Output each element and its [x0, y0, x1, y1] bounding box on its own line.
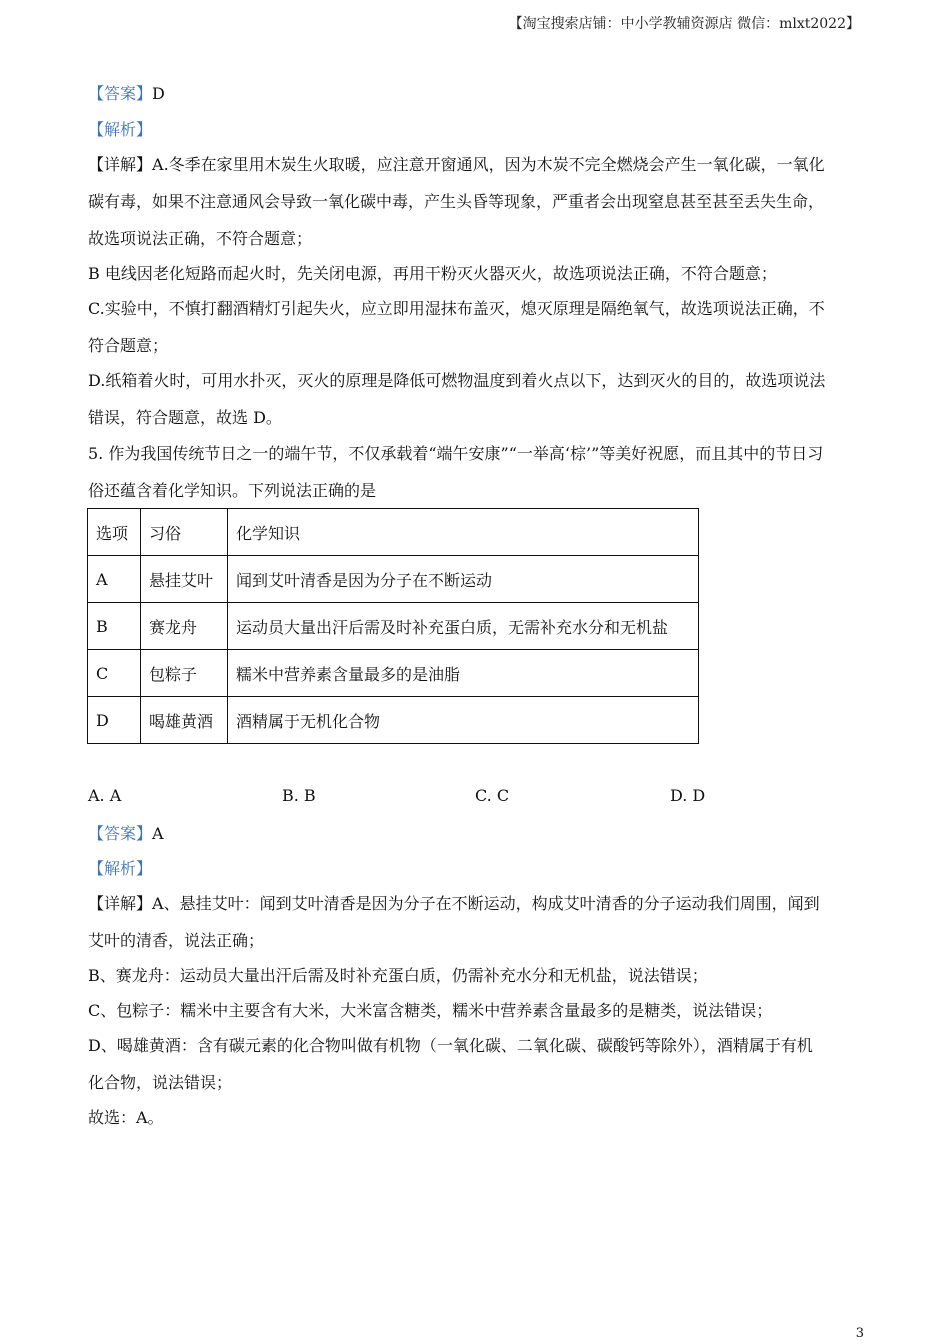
- q5-line-2: B、赛龙舟：运动员大量出汗后需及时补充蛋白质，仍需补充水分和无机盐，说法错误；: [88, 966, 708, 985]
- q4-line-3: B 电线因老化短路而起火时，先关闭电源，再用干粉灭火器灭火，故选项说法正确，不符合题意；: [88, 264, 777, 283]
- q4-line-1: 碳有毒，如果不注意通风会导致一氧化碳中毒，产生头昏等现象，严重者会出现窒息甚至甚至丢失生命，: [88, 192, 825, 211]
- table-row: [88, 556, 699, 603]
- table-row: [88, 697, 699, 744]
- table-cell: 糯米中营养素含量最多的是油脂: [228, 650, 699, 697]
- detail-label: 【详解】: [88, 894, 153, 913]
- q4-line-0: 【详解】A.冬季在家里用木炭生火取暖，应注意开窗通风，因为木炭不完全燃烧会产生一氧化碳，一氧化: [88, 155, 825, 174]
- table-header-cell: 化学知识: [228, 509, 699, 556]
- table-cell: 喝雄黄酒: [141, 697, 228, 744]
- q5-line-6: 故选：A。: [88, 1108, 164, 1127]
- table-cell: C: [88, 650, 141, 697]
- page-header: 【淘宝搜索店铺：中小学教辅资源店 微信：mlxt2022】: [508, 16, 860, 32]
- option-d: D. D: [670, 786, 706, 805]
- table-cell: 运动员大量出汗后需及时补充蛋白质，无需补充水分和无机盐: [228, 603, 699, 650]
- table-header-cell: 选项: [88, 509, 141, 556]
- answer-value: A: [152, 824, 164, 843]
- table-cell: 闻到艾叶清香是因为分子在不断运动: [228, 556, 699, 603]
- table-header-cell: 习俗: [141, 509, 228, 556]
- q4-line-5: 符合题意；: [88, 336, 169, 355]
- q4-line-6: D.纸箱着火时，可用水扑灭，灭火的原理是降低可燃物温度到着火点以下，达到灭火的目的，故选项说法: [88, 371, 826, 390]
- q5-analysis-label: 【解析】: [88, 859, 153, 878]
- q4-line-7: 错误，符合题意，故选 D。: [88, 408, 282, 427]
- table-cell: 包粽子: [141, 650, 228, 697]
- q5-line-4: D、喝雄黄酒：含有碳元素的化合物叫做有机物（一氧化碳、二氧化碳、碳酸钙等除外），酒精属于有机: [88, 1036, 813, 1055]
- page-number: 3: [855, 1326, 864, 1341]
- option-b: B. B: [282, 786, 316, 805]
- option-a: A. A: [88, 786, 122, 805]
- answer-label: 【答案】: [88, 84, 153, 103]
- q5-stem-0: 5. 作为我国传统节日之一的端午节，不仅承载着“端午安康”“一举高‘棕’”等美好祝愿，而且其中的节日习: [88, 444, 824, 463]
- q5-table: [87, 508, 699, 744]
- q5-line-0: 【详解】A、悬挂艾叶：闻到艾叶清香是因为分子在不断运动，构成艾叶清香的分子运动我们周围，闻到: [88, 894, 820, 913]
- q5-stem-1: 俗还蕴含着化学知识。下列说法正确的是: [88, 481, 377, 500]
- q4-line-2: 故选项说法正确，不符合题意；: [88, 229, 313, 248]
- detail-label: 【详解】: [88, 155, 153, 174]
- table-cell: A: [88, 556, 141, 603]
- answer-value: D: [152, 84, 165, 103]
- table-cell: B: [88, 603, 141, 650]
- answer-label: 【答案】: [88, 824, 153, 843]
- q5-line-5: 化合物，说法错误；: [88, 1073, 233, 1092]
- q5-options: [88, 786, 868, 808]
- q5-line-3: C、包粽子：糯米中主要含有大米，大米富含糖类，糯米中营养素含量最多的是糖类，说法错误；: [88, 1001, 773, 1020]
- q4-line-4: C.实验中，不慎打翻酒精灯引起失火，应立即用湿抹布盖灭，熄灭原理是隔绝氧气，故选项说法正确，不: [88, 299, 825, 318]
- table-cell: 赛龙舟: [141, 603, 228, 650]
- q5-line-1: 艾叶的清香，说法正确；: [88, 931, 265, 950]
- q4-analysis-label: 【解析】: [88, 120, 153, 139]
- q5-answer: [88, 821, 164, 844]
- table-cell: D: [88, 697, 141, 744]
- option-c: C. C: [475, 786, 510, 805]
- table-row: [88, 650, 699, 697]
- table-cell: 酒精属于无机化合物: [228, 697, 699, 744]
- table-header-row: [88, 509, 699, 556]
- table-row: [88, 603, 699, 650]
- table-cell: 悬挂艾叶: [141, 556, 228, 603]
- q4-answer: [88, 81, 165, 104]
